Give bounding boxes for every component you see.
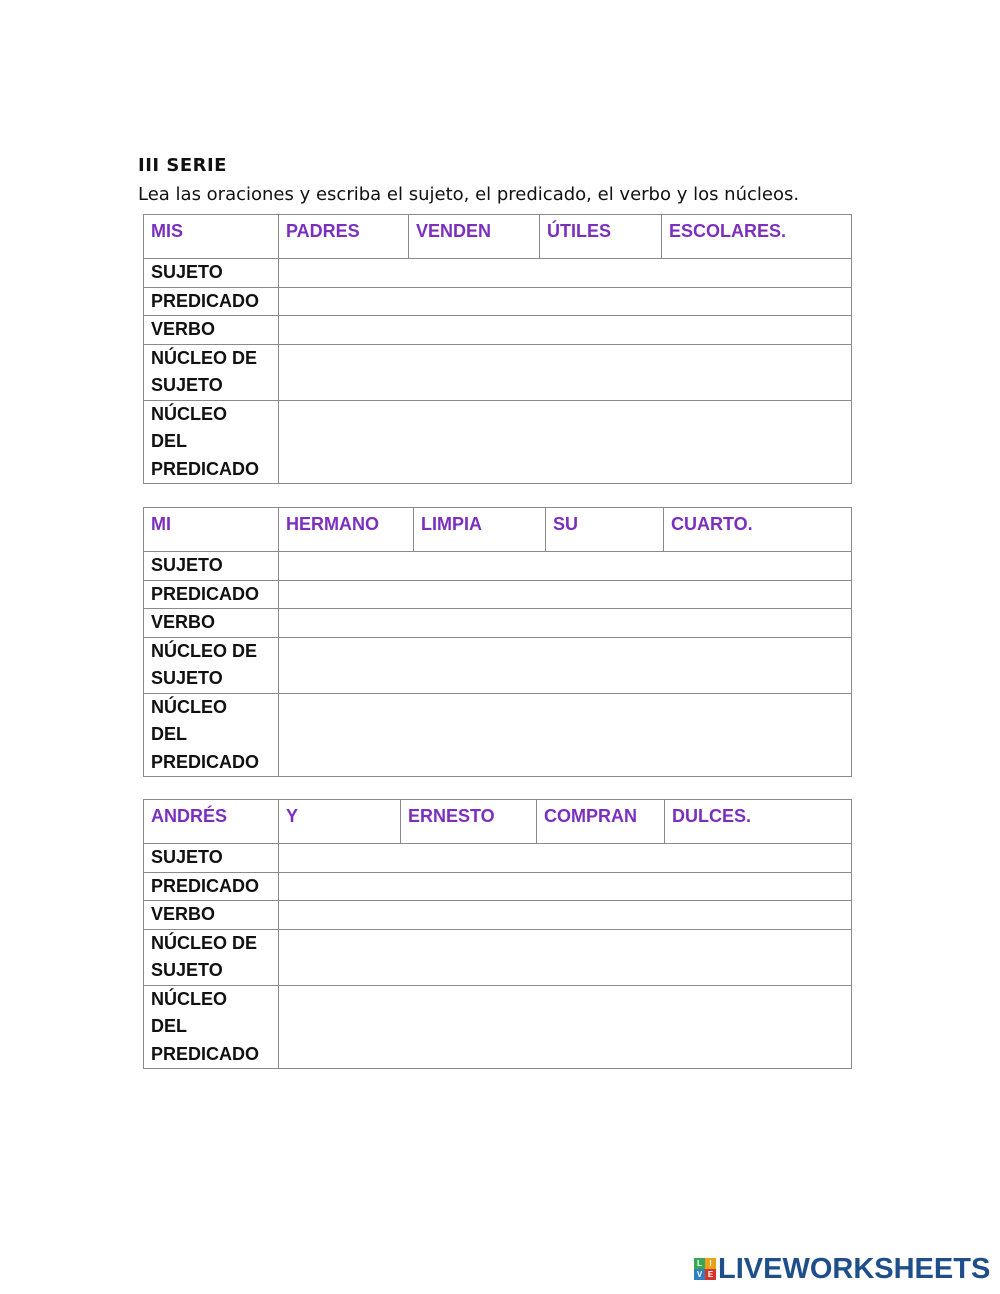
nucleo-predicado-row — [144, 693, 852, 777]
label-line: NÚCLEO DE — [151, 932, 258, 953]
nucleo-sujeto-answer-field[interactable] — [279, 637, 852, 693]
verbo-row — [144, 316, 852, 345]
nucleo-sujeto-row — [144, 637, 852, 693]
label-line: NÚCLEO — [151, 403, 227, 424]
sujeto-label: SUJETO — [144, 259, 279, 288]
logo-mark-letter: E — [705, 1269, 716, 1280]
predicado-answer-field[interactable] — [279, 287, 852, 316]
logo-mark-letter: I — [705, 1258, 716, 1269]
predicado-row — [144, 580, 852, 609]
predicado-row — [144, 872, 852, 901]
predicado-row — [144, 287, 852, 316]
nucleo-predicado-label — [144, 400, 279, 484]
sentence-words-row — [144, 800, 852, 844]
sujeto-answer-field[interactable] — [279, 552, 852, 581]
nucleo-predicado-row — [144, 400, 852, 484]
sentence-word: LIMPIA — [414, 508, 546, 552]
label-line: NÚCLEO DE — [151, 347, 258, 368]
sujeto-label: SUJETO — [144, 844, 279, 873]
verbo-row — [144, 609, 852, 638]
sentence-word: MIS — [144, 215, 279, 259]
sujeto-row — [144, 259, 852, 288]
logo-mark-letter: L — [694, 1258, 705, 1269]
sentence-word: SU — [546, 508, 664, 552]
predicado-label: PREDICADO — [144, 580, 279, 609]
sentence-word: HERMANO — [279, 508, 414, 552]
label-line: NÚCLEO — [151, 988, 227, 1009]
sentence-word: DULCES. — [665, 800, 852, 844]
label-line: PREDICADO — [151, 1043, 260, 1064]
nucleo-predicado-answer-field[interactable] — [279, 400, 852, 484]
verbo-label: VERBO — [144, 316, 279, 345]
sentence-word: ERNESTO — [401, 800, 537, 844]
verbo-answer-field[interactable] — [279, 316, 852, 345]
sentence-table-1 — [143, 214, 852, 484]
nucleo-sujeto-answer-field[interactable] — [279, 929, 852, 985]
predicado-answer-field[interactable] — [279, 872, 852, 901]
nucleo-sujeto-row — [144, 929, 852, 985]
nucleo-predicado-answer-field[interactable] — [279, 693, 852, 777]
sujeto-answer-field[interactable] — [279, 844, 852, 873]
sujeto-answer-field[interactable] — [279, 259, 852, 288]
nucleo-sujeto-label — [144, 637, 279, 693]
sujeto-row — [144, 552, 852, 581]
verbo-answer-field[interactable] — [279, 609, 852, 638]
label-line: PREDICADO — [151, 458, 260, 479]
label-line: NÚCLEO DE — [151, 640, 258, 661]
sentence-table-3 — [143, 799, 852, 1069]
sentence-table-2 — [143, 507, 852, 777]
nucleo-sujeto-answer-field[interactable] — [279, 344, 852, 400]
label-line: DEL — [151, 431, 187, 451]
predicado-label: PREDICADO — [144, 287, 279, 316]
verbo-label: VERBO — [144, 901, 279, 930]
predicado-answer-field[interactable] — [279, 580, 852, 609]
sentence-word: MI — [144, 508, 279, 552]
sentence-word: ÚTILES — [540, 215, 662, 259]
sentence-word: ESCOLARES. — [662, 215, 852, 259]
sentence-word: VENDEN — [409, 215, 540, 259]
label-line: NÚCLEO — [151, 696, 227, 717]
label-line: SUJETO — [151, 960, 223, 980]
label-line: DEL — [151, 724, 187, 744]
predicado-label: PREDICADO — [144, 872, 279, 901]
sujeto-row — [144, 844, 852, 873]
nucleo-sujeto-label — [144, 929, 279, 985]
nucleo-predicado-row — [144, 985, 852, 1069]
sentence-word: COMPRAN — [537, 800, 665, 844]
verbo-row — [144, 901, 852, 930]
label-line: SUJETO — [151, 375, 223, 395]
label-line: DEL — [151, 1016, 187, 1036]
sentence-word: CUARTO. — [664, 508, 852, 552]
sentence-words-row — [144, 508, 852, 552]
sentence-words-row — [144, 215, 852, 259]
nucleo-sujeto-label — [144, 344, 279, 400]
instructions-text: Lea las oraciones y escriba el sujeto, el predicado, el verbo y los núcleos. — [138, 184, 800, 205]
nucleo-predicado-label — [144, 693, 279, 777]
sentence-word: Y — [279, 800, 401, 844]
label-line: SUJETO — [151, 668, 223, 688]
nucleo-sujeto-row — [144, 344, 852, 400]
sentence-word: PADRES — [279, 215, 409, 259]
logo-text: LIVEWORKSHEETS — [718, 1252, 991, 1285]
nucleo-predicado-answer-field[interactable] — [279, 985, 852, 1069]
logo-mark-letter: V — [694, 1269, 705, 1280]
verbo-answer-field[interactable] — [279, 901, 852, 930]
label-line: PREDICADO — [151, 751, 260, 772]
section-heading: III SERIE — [138, 155, 227, 176]
nucleo-predicado-label — [144, 985, 279, 1069]
sujeto-label: SUJETO — [144, 552, 279, 581]
sentence-word: ANDRÉS — [144, 800, 279, 844]
logo-mark-icon — [694, 1258, 716, 1280]
verbo-label: VERBO — [144, 609, 279, 638]
liveworksheets-logo — [694, 1254, 990, 1284]
